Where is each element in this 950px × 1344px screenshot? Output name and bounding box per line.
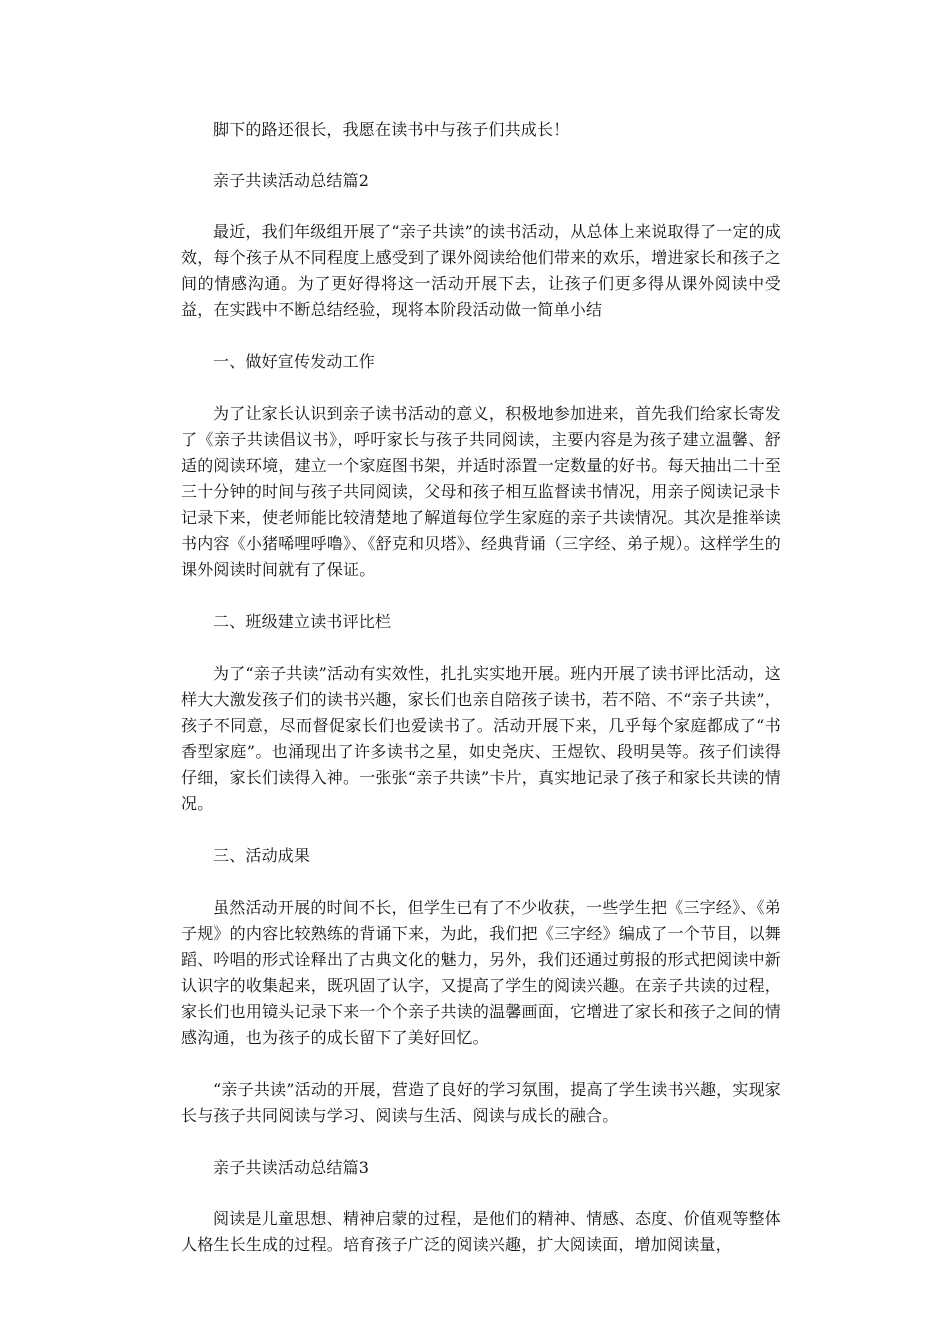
paragraph-publicity: 为了让家长认识到亲子读书活动的意义，积极地参加进来，首先我们给家长寄发了《亲子共读倡议书》，呼吁家长与孩子共同阅读，主要内容是为孩子建立温馨、舒适的阅读环境，建立一个家庭图书架，并适时添置一定数量的好书。每天抽出二十至三十分钟的时间与孩子共同阅读，父母和孩子相互监督读书情况，用亲子阅读记录卡记录下来，使老师能比较清楚地了解道每位学生家庭的亲子共读情况。其次是推举读书内容《小猪唏哩呼噜》、《舒克和贝塔》、经典背诵（三字经、弟子规）。这样学生的课外阅读时间就有了保证。: [181, 404, 781, 579]
closing-paragraph: 脚下的路还很长，我愿在读书中与孩子们共成长！: [213, 120, 570, 139]
heading-reading-board: 二、班级建立读书评比栏: [213, 612, 392, 631]
section-title-2: 亲子共读活动总结篇2: [213, 171, 370, 190]
document-page: [181, 117, 781, 1258]
heading-publicity: 一、做好宣传发动工作: [213, 352, 376, 371]
intro-paragraph-2: 最近，我们年级组开展了“亲子共读”的读书活动，从总体上来说取得了一定的成效，每个孩子从不同程度上感受到了课外阅读给他们带来的欢乐，增进家长和孩子之间的情感沟通。为了更好得将这一活动开展下去，让孩子们更多得从课外阅读中受益，在实践中不断总结经验，现将本阶段活动做一简单小结: [181, 222, 781, 319]
paragraph-results: 虽然活动开展的时间不长，但学生已有了不少收获，一些学生把《三字经》、《弟子规》的内容比较熟练的背诵下来，为此，我们把《三字经》编成了一个节目，以舞蹈、吟唱的形式诠释出了古典文化的魅力，另外，我们还通过剪报的形式把阅读中新认识字的收集起来，既巩固了认字，又提高了学生的阅读兴趣。在亲子共读的过程，家长们也用镜头记录下来一个个亲子共读的温馨画面，它增进了家长和孩子之间的情感沟通，也为孩子的成长留下了美好回忆。: [181, 898, 781, 1047]
conclusion-paragraph: “亲子共读”活动的开展，营造了良好的学习氛围，提高了学生读书兴趣，实现家长与孩子共同阅读与学习、阅读与生活、阅读与成长的融合。: [181, 1080, 781, 1125]
section-title-3: 亲子共读活动总结篇3: [213, 1158, 370, 1177]
paragraph-reading-board: 为了“亲子共读”活动有实效性，扎扎实实地开展。班内开展了读书评比活动，这样大大激发孩子们的读书兴趣，家长们也亲自陪孩子读书，若不陪、不“亲子共读”，孩子不同意，尽而督促家长们也爱读书了。活动开展下来，几乎每个家庭都成了“书香型家庭”。也涌现出了许多读书之星，如史尧庆、王煜钦、段明昊等。孩子们读得仔细，家长们读得入神。一张张“亲子共读”卡片，真实地记录了孩子和家长共读的情况。: [181, 664, 781, 813]
intro-paragraph-3: 阅读是儿童思想、精神启蒙的过程，是他们的精神、情感、态度、价值观等整体人格生长生成的过程。培育孩子广泛的阅读兴趣，扩大阅读面，增加阅读量，: [181, 1209, 781, 1254]
heading-results: 三、活动成果: [213, 846, 311, 865]
